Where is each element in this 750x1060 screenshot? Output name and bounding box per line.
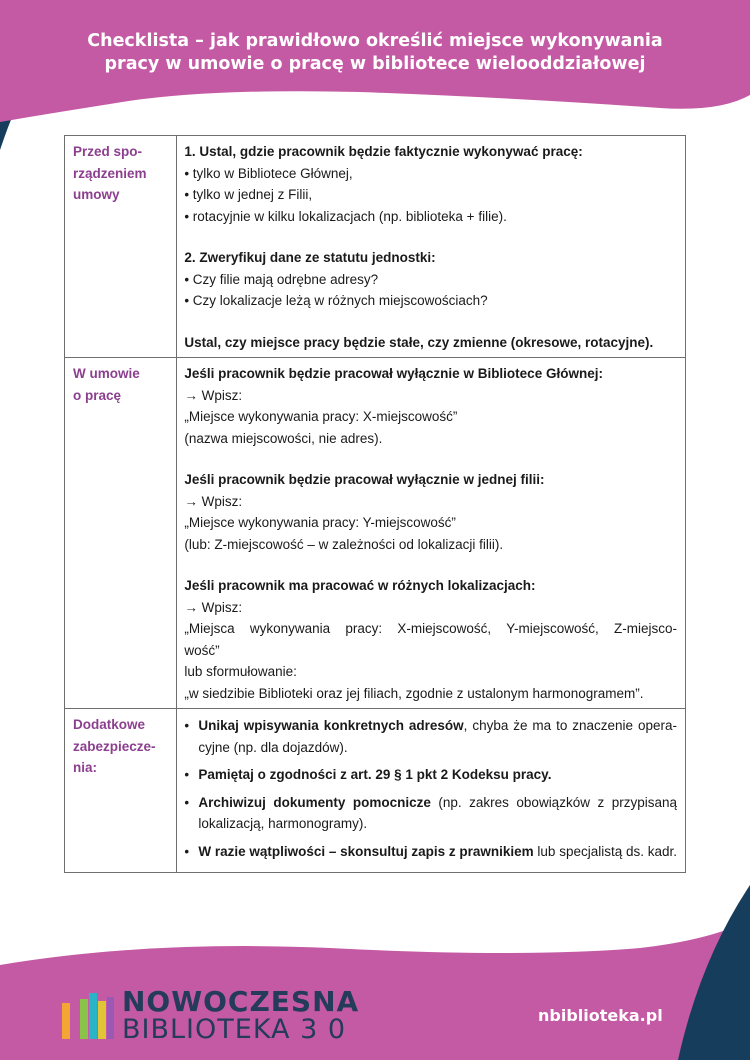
row-content <box>177 136 686 358</box>
item-text: lokalizacją, harmonogramy). <box>198 816 368 831</box>
list-item: • rotacyjnie w kilku lokalizacjach (np. biblioteka + filie). <box>184 208 507 224</box>
label-line: nia: <box>73 760 98 775</box>
row-content <box>177 358 686 709</box>
logo-wordmark-bottom: BIBLIOTEKA 3 0 <box>122 1014 347 1045</box>
list-item: • Czy lokalizacje leżą w różnych miejscowościach? <box>184 293 488 308</box>
logo-wordmark-top: NOWOCZESNA <box>122 985 360 1018</box>
clause-quote: „Miejsce wykonywania pracy: X-miejscowość” <box>184 409 458 424</box>
list-item <box>184 792 677 835</box>
instruction-arrow: → Wpisz: <box>184 599 243 615</box>
list-item: • tylko w jednej z Filii, <box>184 187 313 202</box>
title-line-1: Checklista – jak prawidłowo określić miejsce wykonywania <box>87 31 663 51</box>
label-line: Dodatkowe <box>73 717 146 732</box>
bullet-icon: • <box>184 843 190 859</box>
table-row <box>65 358 686 709</box>
final-note: Ustal, czy miejsce pracy będzie stałe, czy zmienne (okresowe, rotacyjne). <box>184 334 654 350</box>
clause-alt: „w siedzibie Biblioteki oraz jej filiach, zgodnie z ustalonym harmonogramem”. <box>184 685 644 701</box>
label-line: W umowie <box>73 366 140 381</box>
clause-note: (lub: Z-miejscowość – w zależności od lokalizacji filii). <box>184 536 504 552</box>
clause-quote: „Miejsce wykonywania pracy: Y-miejscowość” <box>184 515 456 530</box>
list-item: • tylko w Bibliotece Głównej, <box>184 165 353 181</box>
title-line-2: pracy w umowie o pracę w bibliotece wielooddziałowej <box>104 54 646 74</box>
clause-note: (nazwa miejscowości, nie adres). <box>184 430 383 446</box>
row-label <box>65 136 177 358</box>
clause-quote-cont: wość” <box>184 642 220 658</box>
item-bold: Unikaj wpisywania konkretnych adresów <box>198 718 464 733</box>
instruction-arrow: → Wpisz: <box>184 387 243 403</box>
list-item <box>184 715 677 758</box>
row-label <box>65 358 177 709</box>
bullet-icon: • <box>184 767 190 782</box>
item-text: , chyba że ma to znaczenie opera- <box>463 718 677 733</box>
table-row <box>65 136 686 358</box>
step-title: 1. Ustal, gdzie pracownik będzie faktycznie wykonywać pracę: <box>184 144 583 159</box>
list-item: • Czy filie mają odrębne adresy? <box>184 271 379 287</box>
clause-or: lub sformułowanie: <box>184 664 297 679</box>
case-title: Jeśli pracownik ma pracować w różnych lokalizacjach: <box>184 578 536 593</box>
bullet-icon: • <box>184 718 190 733</box>
table-row <box>65 709 686 873</box>
case-title: Jeśli pracownik będzie pracował wyłącznie w Bibliotece Głównej: <box>184 366 603 381</box>
bullet-icon: • <box>184 794 190 810</box>
checklist-table <box>64 135 686 873</box>
list-item <box>184 841 677 863</box>
item-bold: Pamiętaj o zgodności z art. 29 § 1 pkt 2 Kodeksu pracy. <box>198 767 552 782</box>
row-content <box>177 709 686 873</box>
item-bold: W razie wątpliwości – skonsultuj zapis z prawnikiem <box>198 843 534 859</box>
item-text: (np. zakres obowiązków z przypisaną <box>430 794 677 810</box>
list-item <box>184 764 677 786</box>
label-line: zabezpiecze- <box>73 738 156 754</box>
clause-quote: „Miejsca wykonywania pracy: X-miejscowość, Y-miejscowość, Z-miejsco- <box>184 621 677 636</box>
label-line: rządzeniem <box>73 165 147 181</box>
row-label <box>65 709 177 873</box>
case-title: Jeśli pracownik będzie pracował wyłącznie w jednej filii: <box>184 472 545 487</box>
step-title: 2. Zweryfikuj dane ze statutu jednostki: <box>184 250 436 265</box>
website-link[interactable]: nbiblioteka.pl <box>538 1006 663 1025</box>
item-text: lub specjalistą ds. kadr. <box>533 843 677 859</box>
item-bold: Archiwizuj dokumenty pomocnicze <box>198 794 431 810</box>
label-line: Przed spo- <box>73 144 143 159</box>
item-text: cyjne (np. dla dojazdów). <box>198 739 348 755</box>
label-line: o pracę <box>73 387 122 403</box>
instruction-arrow: → Wpisz: <box>184 493 243 509</box>
label-line: umowy <box>73 187 120 202</box>
page-title <box>60 30 690 76</box>
